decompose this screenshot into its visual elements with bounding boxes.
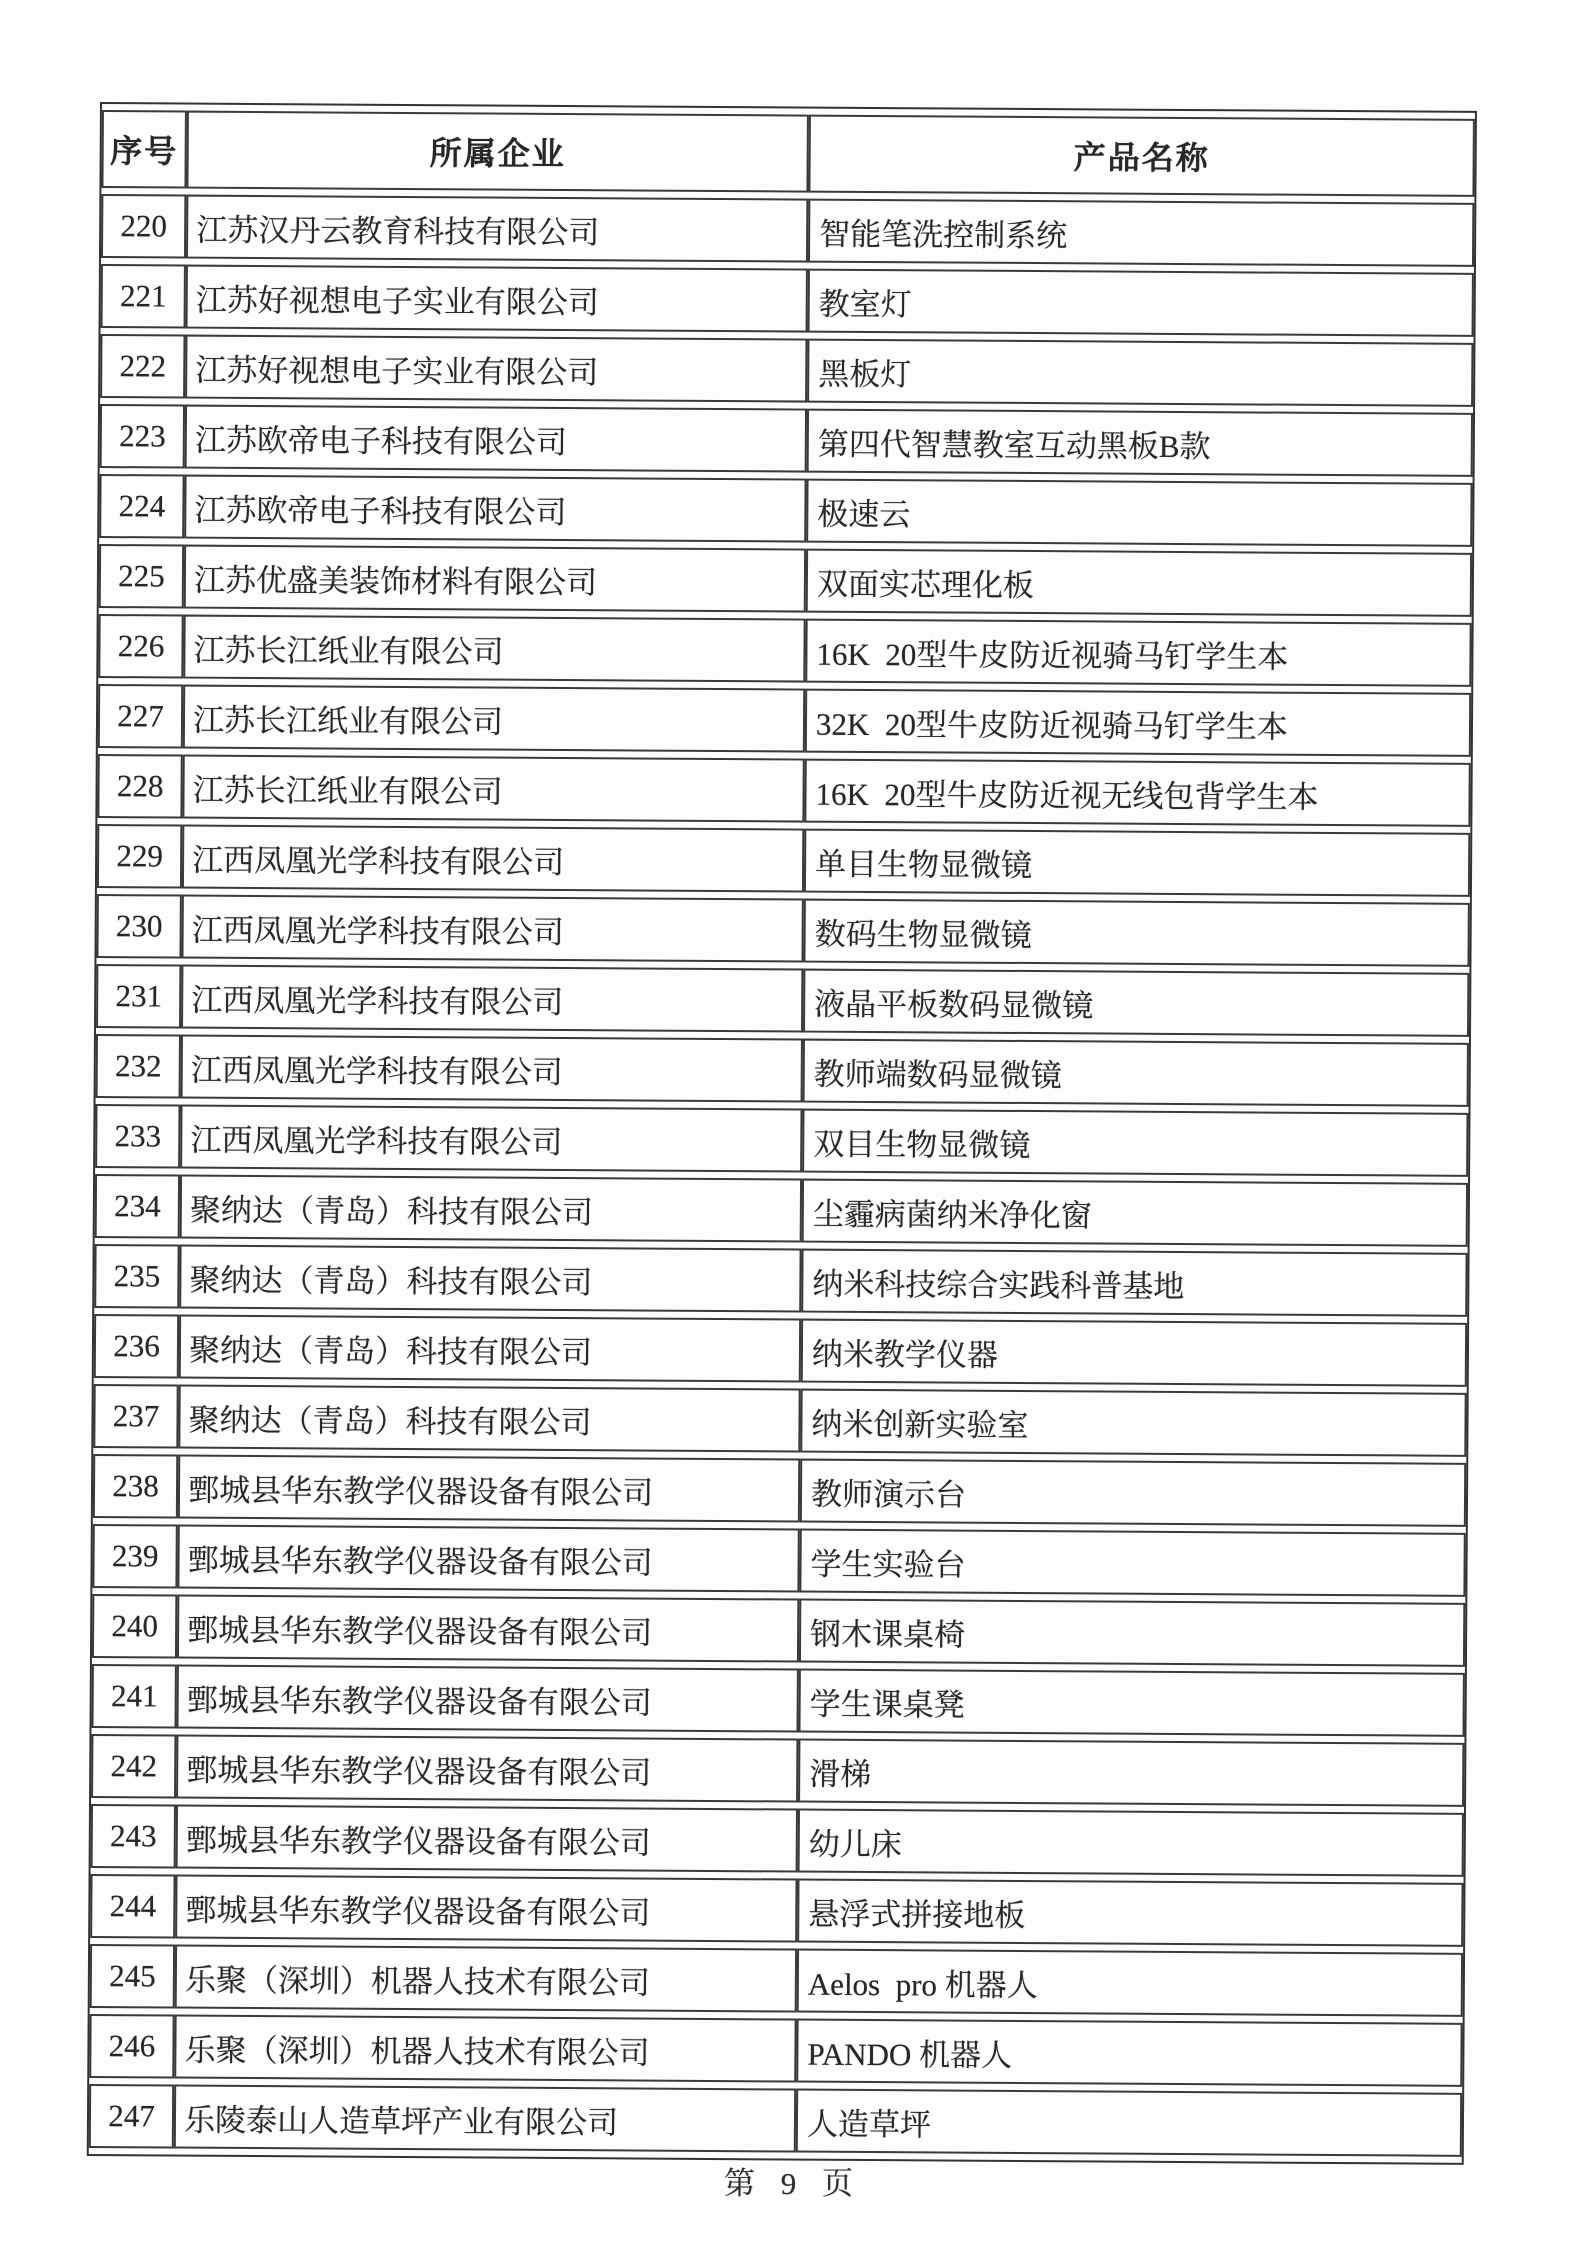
table-body (89, 194, 1475, 2157)
company-cell: 江西凤凰光学科技有限公司 (182, 825, 804, 893)
company-cell: 江苏欧帝电子科技有限公司 (184, 475, 806, 543)
company-cell: 江苏长江纸业有限公司 (183, 685, 805, 753)
company-cell: 鄄城县华东教学仪器设备有限公司 (178, 1455, 800, 1523)
product-cell: 液晶平板数码显微镜 (803, 969, 1469, 1037)
product-cell: 纳米科技综合实践科普基地 (801, 1249, 1467, 1317)
product-cell: 极速云 (806, 479, 1472, 547)
product-cell: PANDO 机器人 (796, 2019, 1462, 2087)
row-index-cell: 236 (94, 1314, 180, 1379)
table-row (101, 264, 1474, 337)
row-index-cell: 229 (97, 824, 183, 889)
row-index-cell: 241 (91, 1664, 177, 1729)
product-cell: 学生实验台 (799, 1529, 1465, 1597)
product-cell: 32K 20型牛皮防近视骑马钉学生本 (805, 689, 1471, 757)
row-index-cell: 242 (91, 1734, 177, 1799)
row-index-cell: 239 (92, 1524, 178, 1589)
table-row (97, 824, 1470, 897)
table-row (93, 1454, 1466, 1527)
product-cell: 纳米教学仪器 (801, 1319, 1467, 1387)
product-cell: 纳米创新实验室 (800, 1389, 1466, 1457)
product-cell: 智能笔洗控制系统 (808, 199, 1474, 267)
product-cell: 单目生物显微镜 (804, 829, 1470, 897)
company-cell: 鄄城县华东教学仪器设备有限公司 (176, 1805, 798, 1873)
row-index-cell: 244 (90, 1874, 176, 1939)
page-number: 第 9 页 (724, 2166, 862, 2201)
table-row (95, 1174, 1468, 1247)
row-index-cell: 227 (98, 684, 184, 749)
company-cell: 聚纳达（青岛）科技有限公司 (180, 1175, 802, 1243)
product-cell: 16K 20型牛皮防近视骑马钉学生本 (805, 619, 1471, 687)
company-cell: 江苏长江纸业有限公司 (182, 755, 804, 823)
company-cell: 江苏好视想电子实业有限公司 (186, 265, 808, 333)
header-col-product: 产品名称 (808, 115, 1474, 197)
table-header (101, 110, 1474, 197)
row-index-cell: 221 (101, 264, 187, 329)
product-cell: 黑板灯 (807, 339, 1473, 407)
row-index-cell: 220 (101, 194, 187, 259)
table-row (89, 2084, 1462, 2157)
product-cell: 滑梯 (798, 1739, 1464, 1807)
company-cell: 乐聚（深圳）机器人技术有限公司 (175, 1945, 797, 2013)
company-cell: 聚纳达（青岛）科技有限公司 (179, 1315, 801, 1383)
table-row (91, 1804, 1464, 1877)
row-index-cell: 224 (99, 474, 185, 539)
company-cell: 鄄城县华东教学仪器设备有限公司 (176, 1735, 798, 1803)
row-index-cell: 232 (96, 1034, 182, 1099)
header-col-company: 所属企业 (187, 111, 809, 193)
product-cell: 数码生物显微镜 (803, 899, 1469, 967)
company-cell: 聚纳达（青岛）科技有限公司 (179, 1245, 801, 1313)
table-row (99, 544, 1472, 617)
header-col-index: 序号 (101, 110, 187, 189)
table-row (100, 404, 1473, 477)
table-row (92, 1594, 1465, 1667)
company-cell: 江苏长江纸业有限公司 (183, 615, 805, 683)
row-index-cell: 223 (100, 404, 186, 469)
row-index-cell: 225 (99, 544, 185, 609)
company-cell: 鄄城县华东教学仪器设备有限公司 (178, 1525, 800, 1593)
table-row (96, 1034, 1469, 1107)
row-index-cell: 246 (89, 2014, 175, 2079)
table-row (93, 1384, 1466, 1457)
row-index-cell: 235 (94, 1244, 180, 1309)
table-row (96, 894, 1469, 967)
product-cell: 学生课桌凳 (798, 1669, 1464, 1737)
product-cell: 双面实芯理化板 (806, 549, 1472, 617)
table-row (94, 1244, 1467, 1317)
table-row (94, 1314, 1467, 1387)
table-row (91, 1734, 1464, 1807)
table-row (96, 964, 1469, 1037)
company-cell: 江苏优盛美装饰材料有限公司 (184, 545, 806, 613)
company-cell: 江苏好视想电子实业有限公司 (185, 335, 807, 403)
table-row (99, 474, 1472, 547)
row-index-cell: 230 (96, 894, 182, 959)
company-cell: 聚纳达（青岛）科技有限公司 (178, 1385, 800, 1453)
company-cell: 江西凤凰光学科技有限公司 (181, 1035, 803, 1103)
company-cell: 鄄城县华东教学仪器设备有限公司 (175, 1875, 797, 1943)
product-table (87, 102, 1477, 2165)
product-cell: 人造草坪 (796, 2089, 1462, 2157)
table-row (98, 614, 1471, 687)
product-cell: Aelos pro 机器人 (797, 1949, 1463, 2017)
company-cell: 江苏汉丹云教育科技有限公司 (186, 195, 808, 263)
row-index-cell: 238 (93, 1454, 179, 1519)
row-index-cell: 234 (95, 1174, 181, 1239)
table-row (100, 334, 1473, 407)
product-cell: 16K 20型牛皮防近视无线包背学生本 (804, 759, 1470, 827)
row-index-cell: 237 (93, 1384, 179, 1449)
table-row (90, 1874, 1463, 1947)
product-cell: 教师端数码显微镜 (803, 1039, 1469, 1107)
product-cell: 第四代智慧教室互动黑板B款 (807, 409, 1473, 477)
company-cell: 江西凤凰光学科技有限公司 (180, 1105, 802, 1173)
table-row (90, 1944, 1463, 2017)
product-cell: 教室灯 (808, 269, 1474, 337)
row-index-cell: 231 (96, 964, 182, 1029)
company-cell: 江苏欧帝电子科技有限公司 (185, 405, 807, 473)
company-cell: 乐陵泰山人造草坪产业有限公司 (174, 2085, 796, 2153)
row-index-cell: 240 (92, 1594, 178, 1659)
row-index-cell: 245 (90, 1944, 176, 2009)
product-cell: 悬浮式拼接地板 (797, 1879, 1463, 1947)
table-row (91, 1664, 1464, 1737)
header-row (101, 110, 1474, 197)
company-cell: 江西凤凰光学科技有限公司 (181, 965, 803, 1033)
table-row (101, 194, 1474, 267)
table-row (92, 1524, 1465, 1597)
row-index-cell: 247 (89, 2084, 175, 2149)
row-index-cell: 222 (100, 334, 186, 399)
product-cell: 幼儿床 (798, 1809, 1464, 1877)
product-cell: 尘霾病菌纳米净化窗 (802, 1179, 1468, 1247)
company-cell: 鄄城县华东教学仪器设备有限公司 (177, 1595, 799, 1663)
product-cell: 双目生物显微镜 (802, 1109, 1468, 1177)
company-cell: 乐聚（深圳）机器人技术有限公司 (174, 2015, 796, 2083)
table-row (95, 1104, 1468, 1177)
table-row (97, 754, 1470, 827)
row-index-cell: 228 (97, 754, 183, 819)
product-cell: 教师演示台 (800, 1459, 1466, 1527)
table-row (98, 684, 1471, 757)
product-cell: 钢木课桌椅 (799, 1599, 1465, 1667)
table-row (89, 2014, 1462, 2087)
company-cell: 鄄城县华东教学仪器设备有限公司 (177, 1665, 799, 1733)
row-index-cell: 233 (95, 1104, 181, 1169)
scanned-table-block (87, 102, 1480, 2165)
row-index-cell: 243 (91, 1804, 177, 1869)
company-cell: 江西凤凰光学科技有限公司 (182, 895, 804, 963)
row-index-cell: 226 (98, 614, 184, 679)
